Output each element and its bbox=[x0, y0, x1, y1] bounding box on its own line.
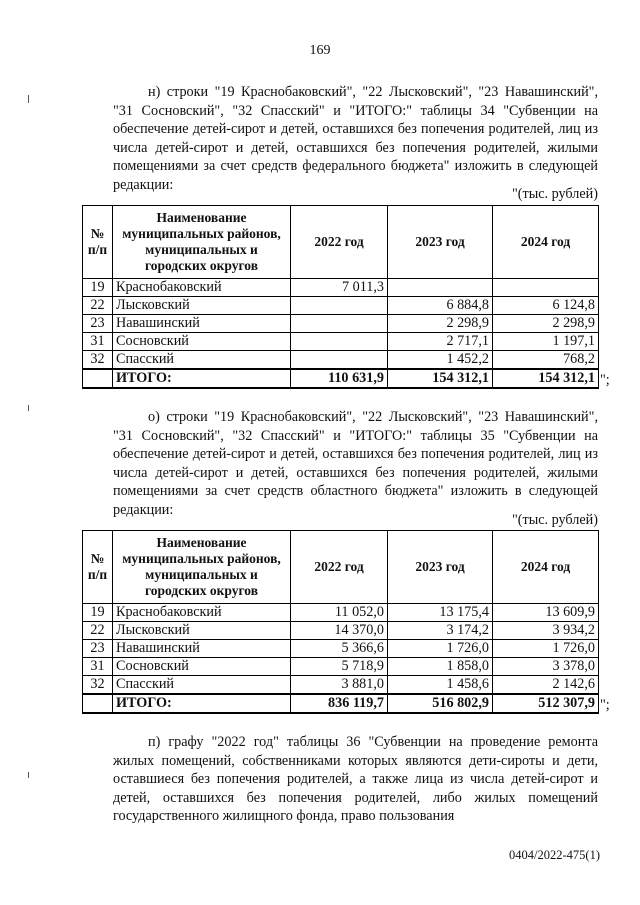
paragraph-n bbox=[113, 83, 598, 194]
row-2022: 7 011,3 bbox=[291, 279, 388, 297]
table-row bbox=[83, 640, 599, 658]
row-2022: 3 881,0 bbox=[291, 676, 388, 695]
header-2022: 2022 год bbox=[291, 206, 388, 279]
paragraph-p bbox=[113, 733, 598, 826]
row-2024: 768,2 bbox=[493, 351, 599, 370]
header-2024: 2024 год bbox=[493, 531, 599, 604]
header-2022: 2022 год bbox=[291, 531, 388, 604]
row-name: Лысковский bbox=[113, 622, 291, 640]
row-2023: 1 458,6 bbox=[388, 676, 493, 695]
margin-mark bbox=[28, 405, 29, 411]
row-2023: 3 174,2 bbox=[388, 622, 493, 640]
paragraph-n-text: н) строки "19 Краснобаковский", "22 Лысковский", "23 Навашинский", "31 Сосновский", "32 Спасский" и "ИТОГО:" таблицы 34 "Субвенции на обеспечение детей-сирот и детей, оставшихся без попечения родителей, лиц из числа детей-сирот и детей, оставшихся без попечения родителей, жилыми помещениями за счет средств федерального бюджета" изложить в следующей редакции: bbox=[113, 84, 598, 193]
table-row bbox=[83, 676, 599, 695]
row-name: Навашинский bbox=[113, 315, 291, 333]
row-num: 19 bbox=[83, 604, 113, 622]
row-num: 22 bbox=[83, 297, 113, 315]
total-num bbox=[83, 369, 113, 388]
total-label: ИТОГО: bbox=[113, 369, 291, 388]
row-2024: 2 298,9 bbox=[493, 315, 599, 333]
row-2023 bbox=[388, 279, 493, 297]
header-2023: 2023 год bbox=[388, 531, 493, 604]
page-number: 169 bbox=[309, 43, 331, 58]
row-2022 bbox=[291, 351, 388, 370]
row-2023: 1 858,0 bbox=[388, 658, 493, 676]
header-name: Наименование муниципальных районов, муниципальных и городских округов bbox=[113, 206, 291, 279]
header-num: № п/п bbox=[83, 531, 113, 604]
table-row bbox=[83, 351, 599, 370]
row-2024: 6 124,8 bbox=[493, 297, 599, 315]
row-name: Спасский bbox=[113, 351, 291, 370]
row-2023: 1 452,2 bbox=[388, 351, 493, 370]
row-num: 32 bbox=[83, 351, 113, 370]
row-num: 31 bbox=[83, 658, 113, 676]
total-row bbox=[83, 369, 599, 388]
row-2024: 3 378,0 bbox=[493, 658, 599, 676]
header-2023: 2023 год bbox=[388, 206, 493, 279]
row-num: 22 bbox=[83, 622, 113, 640]
total-2024: 154 312,1 bbox=[493, 369, 599, 388]
row-name: Краснобаковский bbox=[113, 604, 291, 622]
total-2024: 512 307,9 bbox=[493, 694, 599, 713]
row-2022 bbox=[291, 315, 388, 333]
document-code: 0404/2022-475(1) bbox=[509, 848, 600, 862]
table-row bbox=[83, 622, 599, 640]
row-name: Сосновский bbox=[113, 333, 291, 351]
total-2022: 110 631,9 bbox=[291, 369, 388, 388]
row-2024: 3 934,2 bbox=[493, 622, 599, 640]
row-2022: 5 718,9 bbox=[291, 658, 388, 676]
unit-label-o: "(тыс. рублей) bbox=[511, 512, 598, 528]
row-num: 19 bbox=[83, 279, 113, 297]
table-row bbox=[83, 315, 599, 333]
row-2022: 14 370,0 bbox=[291, 622, 388, 640]
row-2024: 1 197,1 bbox=[493, 333, 599, 351]
table-row bbox=[83, 297, 599, 315]
row-name: Спасский bbox=[113, 676, 291, 695]
table-35 bbox=[82, 530, 599, 714]
table-row bbox=[83, 604, 599, 622]
paragraph-p-text: п) графу "2022 год" таблицы 36 "Субвенции на проведение ремонта жилых помещений, собственниками которых являются дети-сироты и дети, оставшиеся без попечения родителей, а также лица из числа детей-сирот и детей, оставшихся без попечения родителей, либо жилых помещений государственного жилищного фонда, право пользования bbox=[113, 734, 598, 824]
table-row bbox=[83, 279, 599, 297]
row-2024: 13 609,9 bbox=[493, 604, 599, 622]
table-34 bbox=[82, 205, 599, 389]
row-2022 bbox=[291, 297, 388, 315]
closing-quote-o: "; bbox=[600, 697, 610, 713]
row-2022 bbox=[291, 333, 388, 351]
row-name: Навашинский bbox=[113, 640, 291, 658]
row-num: 32 bbox=[83, 676, 113, 695]
paragraph-o-text: о) строки "19 Краснобаковский", "22 Лысковский", "23 Навашинский", "31 Сосновский", "32 Спасский" и "ИТОГО:" таблицы 35 "Субвенции на обеспечение детей-сирот и детей, оставшихся без попечения родителей, лиц из числа детей-сирот и детей, оставшихся без попечения родителей, жилыми помещениями за счет средств областного бюджета" изложить в следующей редакции: bbox=[113, 409, 598, 518]
row-2023: 6 884,8 bbox=[388, 297, 493, 315]
total-num bbox=[83, 694, 113, 713]
row-2024: 2 142,6 bbox=[493, 676, 599, 695]
row-2023: 1 726,0 bbox=[388, 640, 493, 658]
closing-quote-n: "; bbox=[600, 372, 610, 388]
margin-mark bbox=[28, 95, 29, 103]
total-2023: 516 802,9 bbox=[388, 694, 493, 713]
row-2024: 1 726,0 bbox=[493, 640, 599, 658]
row-2024 bbox=[493, 279, 599, 297]
row-num: 31 bbox=[83, 333, 113, 351]
row-2022: 5 366,6 bbox=[291, 640, 388, 658]
table-row bbox=[83, 658, 599, 676]
header-2024: 2024 год bbox=[493, 206, 599, 279]
unit-label-n: "(тыс. рублей) bbox=[511, 186, 598, 202]
total-row bbox=[83, 694, 599, 713]
paragraph-o bbox=[113, 408, 598, 519]
row-num: 23 bbox=[83, 315, 113, 333]
row-name: Краснобаковский bbox=[113, 279, 291, 297]
row-2023: 2 717,1 bbox=[388, 333, 493, 351]
row-num: 23 bbox=[83, 640, 113, 658]
total-2022: 836 119,7 bbox=[291, 694, 388, 713]
header-name: Наименование муниципальных районов, муниципальных и городских округов bbox=[113, 531, 291, 604]
margin-mark bbox=[28, 772, 29, 778]
total-2023: 154 312,1 bbox=[388, 369, 493, 388]
total-label: ИТОГО: bbox=[113, 694, 291, 713]
row-2023: 2 298,9 bbox=[388, 315, 493, 333]
row-2023: 13 175,4 bbox=[388, 604, 493, 622]
row-name: Лысковский bbox=[113, 297, 291, 315]
row-2022: 11 052,0 bbox=[291, 604, 388, 622]
header-num: № п/п bbox=[83, 206, 113, 279]
row-name: Сосновский bbox=[113, 658, 291, 676]
table-row bbox=[83, 333, 599, 351]
